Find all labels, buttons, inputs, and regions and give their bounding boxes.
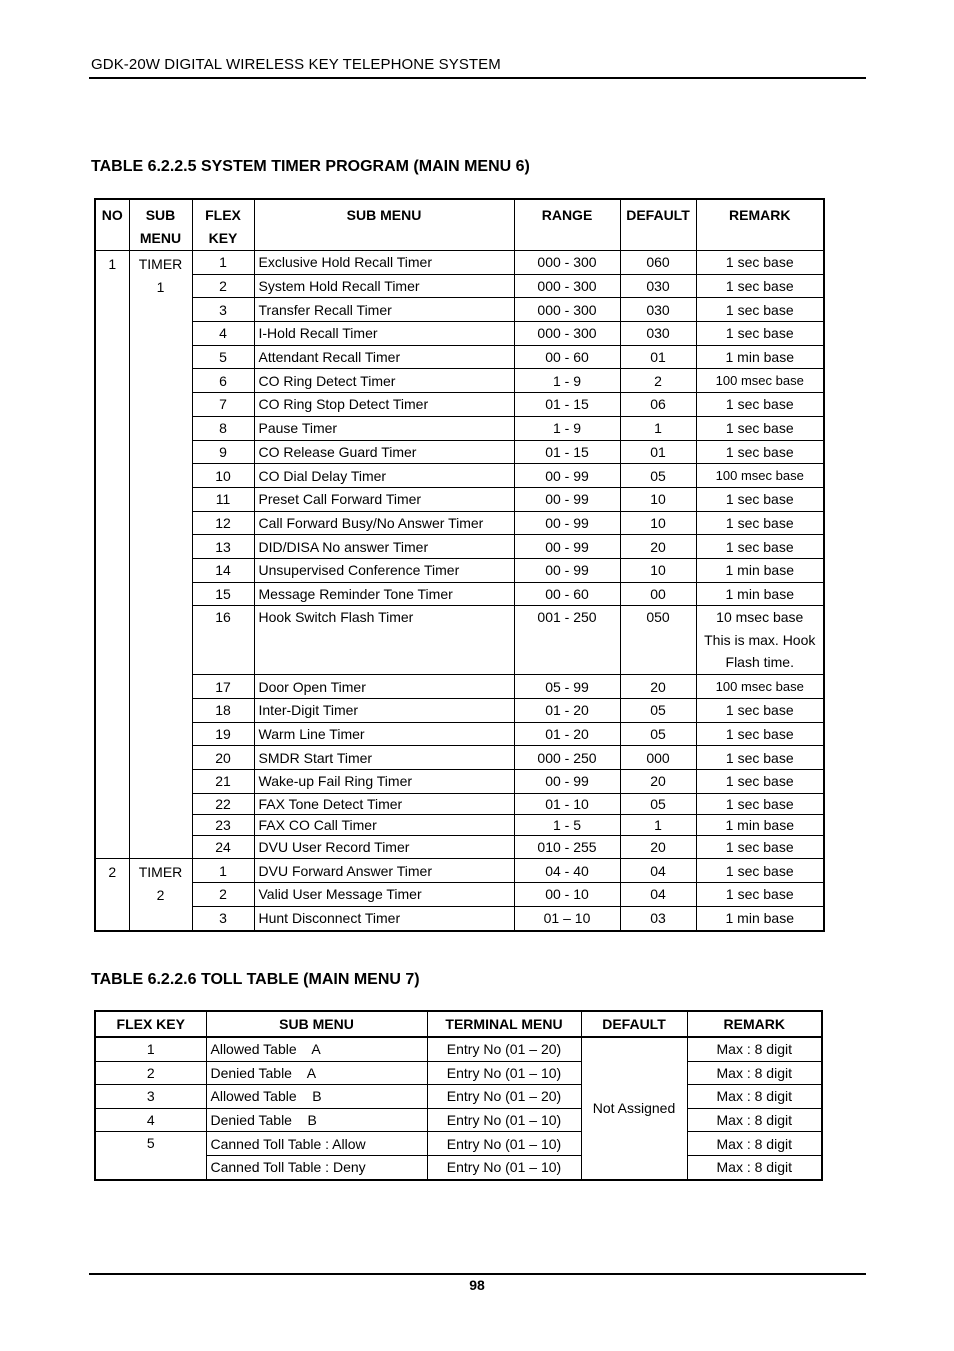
range-cell: 00 - 99 [514, 770, 620, 794]
table-row [95, 722, 824, 746]
range-cell: 00 - 99 [514, 558, 620, 582]
flex-key-cell: 3 [95, 1085, 206, 1109]
default-cell: 04 [620, 883, 696, 907]
table-row [95, 535, 824, 559]
remark-cell: Max : 8 digit [687, 1155, 822, 1179]
toll-table-header-row [95, 1011, 822, 1037]
submenu-name-cell: Door Open Timer [254, 675, 514, 699]
default-cell: 10 [620, 487, 696, 511]
table-row [95, 345, 824, 369]
range-cell: 00 - 60 [514, 582, 620, 606]
remark-cell: Max : 8 digit [687, 1108, 822, 1132]
col-header-default: DEFAULT [581, 1011, 687, 1037]
table-row [95, 814, 824, 835]
col-header-submenu-name: SUB MENU [254, 199, 514, 251]
remark-cell: 1 min base [696, 345, 824, 369]
default-cell: 10 [620, 511, 696, 535]
submenu-name-cell: SMDR Start Timer [254, 746, 514, 770]
submenu-name-cell: DID/DISA No answer Timer [254, 535, 514, 559]
timer-table-header-row [95, 199, 824, 251]
submenu-name-cell: Unsupervised Conference Timer [254, 558, 514, 582]
flex-key-cell: 2 [192, 274, 254, 298]
table-row [95, 859, 824, 883]
table-row [95, 274, 824, 298]
default-cell: 03 [620, 906, 696, 930]
range-cell: 1 - 9 [514, 416, 620, 440]
submenu-name-cell: System Hold Recall Timer [254, 274, 514, 298]
submenu-name-cell: FAX CO Call Timer [254, 814, 514, 835]
terminal-menu-cell: Entry No (01 – 20) [427, 1085, 581, 1109]
flex-key-cell: 4 [95, 1108, 206, 1132]
table-row [95, 1085, 822, 1109]
flex-key-cell: 17 [192, 675, 254, 699]
table-row [95, 675, 824, 699]
submenu-name-cell: CO Ring Detect Timer [254, 369, 514, 393]
table-row [95, 487, 824, 511]
default-cell: 2 [620, 369, 696, 393]
remark-cell: 1 sec base [696, 393, 824, 417]
range-cell: 00 - 99 [514, 511, 620, 535]
remark-cell: 1 sec base [696, 535, 824, 559]
flex-key-cell: 2 [95, 1061, 206, 1085]
submenu-name-cell: Attendant Recall Timer [254, 345, 514, 369]
table-row [95, 1108, 822, 1132]
sub-menu-cell: Canned Toll Table : Allow [206, 1132, 427, 1156]
submenu-name-cell: Message Reminder Tone Timer [254, 582, 514, 606]
remark-cell: 1 sec base [696, 835, 824, 859]
flex-key-cell: 15 [192, 582, 254, 606]
default-cell: 030 [620, 274, 696, 298]
default-cell: 05 [620, 793, 696, 814]
flex-key-cell: 14 [192, 558, 254, 582]
terminal-menu-cell: Entry No (01 – 10) [427, 1155, 581, 1179]
default-cell: 20 [620, 835, 696, 859]
group-sub-menu: TIMER 1 [129, 251, 192, 859]
terminal-menu-cell: Entry No (01 – 10) [427, 1132, 581, 1156]
flex-key-cell: 1 [95, 1037, 206, 1061]
range-cell: 04 - 40 [514, 859, 620, 883]
footer-rule [89, 1273, 866, 1275]
flex-key-cell: 12 [192, 511, 254, 535]
default-cell: 05 [620, 722, 696, 746]
remark-cell: 1 sec base [696, 416, 824, 440]
remark-cell: 1 sec base [696, 746, 824, 770]
remark-cell: 1 sec base [696, 251, 824, 275]
range-cell: 000 - 250 [514, 746, 620, 770]
col-header-remark: REMARK [687, 1011, 822, 1037]
default-cell: 1 [620, 416, 696, 440]
sub-menu-cell: Denied Table B [206, 1108, 427, 1132]
submenu-name-cell: I-Hold Recall Timer [254, 322, 514, 346]
group-sub-menu: TIMER 2 [129, 859, 192, 931]
table-row [95, 393, 824, 417]
remark-cell: 1 min base [696, 582, 824, 606]
remark-cell: 1 sec base [696, 722, 824, 746]
range-cell: 00 - 99 [514, 535, 620, 559]
table-row [95, 770, 824, 794]
table-row [95, 369, 824, 393]
range-cell: 1 - 9 [514, 369, 620, 393]
table-row [95, 835, 824, 859]
submenu-name-cell: Call Forward Busy/No Answer Timer [254, 511, 514, 535]
flex-key-cell: 1 [192, 859, 254, 883]
table-row [95, 746, 824, 770]
default-cell: 00 [620, 582, 696, 606]
submenu-name-cell: CO Ring Stop Detect Timer [254, 393, 514, 417]
default-cell: 10 [620, 558, 696, 582]
sub-menu-cell: Canned Toll Table : Deny [206, 1155, 427, 1179]
table-row [95, 511, 824, 535]
col-header-sub-menu: SUB MENU [206, 1011, 427, 1037]
table-row [95, 1132, 822, 1156]
range-cell: 01 – 10 [514, 906, 620, 930]
flex-key-cell: 5 [192, 345, 254, 369]
default-cell: 04 [620, 859, 696, 883]
submenu-name-cell: FAX Tone Detect Timer [254, 793, 514, 814]
submenu-name-cell: Exclusive Hold Recall Timer [254, 251, 514, 275]
default-cell: 050 [620, 606, 696, 675]
range-cell: 01 - 10 [514, 793, 620, 814]
range-cell: 00 - 99 [514, 487, 620, 511]
table-row [95, 440, 824, 464]
col-header-remark: REMARK [696, 199, 824, 251]
col-header-default: DEFAULT [620, 199, 696, 251]
table-row [95, 606, 824, 675]
submenu-name-cell: Inter-Digit Timer [254, 699, 514, 723]
remark-cell: Max : 8 digit [687, 1132, 822, 1156]
group-no: 2 [95, 859, 129, 931]
terminal-menu-cell: Entry No (01 – 10) [427, 1108, 581, 1132]
table-row [95, 416, 824, 440]
range-cell: 1 - 5 [514, 814, 620, 835]
submenu-name-cell: CO Dial Delay Timer [254, 464, 514, 488]
flex-key-cell: 2 [192, 883, 254, 907]
system-timer-table-title: TABLE 6.2.2.5 SYSTEM TIMER PROGRAM (MAIN MENU 6) [91, 158, 530, 175]
remark-cell: Max : 8 digit [687, 1037, 822, 1061]
range-cell: 01 - 15 [514, 393, 620, 417]
col-header-flex-key: FLEX KEY [95, 1011, 206, 1037]
submenu-name-cell: Wake-up Fail Ring Timer [254, 770, 514, 794]
remark-cell: 1 min base [696, 906, 824, 930]
system-timer-table [94, 198, 825, 932]
default-cell: 1 [620, 814, 696, 835]
submenu-name-cell: DVU User Record Timer [254, 835, 514, 859]
remark-cell: 1 sec base [696, 770, 824, 794]
flex-key-cell: 10 [192, 464, 254, 488]
default-cell: Not Assigned [581, 1037, 687, 1180]
flex-key-cell: 1 [192, 251, 254, 275]
submenu-name-cell: Valid User Message Timer [254, 883, 514, 907]
default-cell: 05 [620, 699, 696, 723]
range-cell: 000 - 300 [514, 298, 620, 322]
default-cell: 030 [620, 322, 696, 346]
table-row [95, 699, 824, 723]
remark-cell: 1 sec base [696, 487, 824, 511]
table-row [95, 793, 824, 814]
default-cell: 20 [620, 535, 696, 559]
range-cell: 01 - 20 [514, 722, 620, 746]
remark-cell: 1 sec base [696, 511, 824, 535]
col-header-range: RANGE [514, 199, 620, 251]
flex-key-cell: 8 [192, 416, 254, 440]
default-cell: 030 [620, 298, 696, 322]
default-cell: 05 [620, 464, 696, 488]
table-row [95, 1061, 822, 1085]
flex-key-cell: 21 [192, 770, 254, 794]
default-cell: 20 [620, 675, 696, 699]
remark-cell: 1 sec base [696, 883, 824, 907]
table-row [95, 251, 824, 275]
table-row [95, 906, 824, 930]
sub-menu-cell: Allowed Table B [206, 1085, 427, 1109]
toll-table [94, 1010, 823, 1181]
flex-key-cell: 19 [192, 722, 254, 746]
default-cell: 06 [620, 393, 696, 417]
remark-cell: 100 msec base [696, 675, 824, 699]
range-cell: 001 - 250 [514, 606, 620, 675]
range-cell: 000 - 300 [514, 251, 620, 275]
remark-cell: 100 msec base [696, 464, 824, 488]
range-cell: 000 - 300 [514, 322, 620, 346]
remark-cell: 1 min base [696, 558, 824, 582]
default-cell: 060 [620, 251, 696, 275]
range-cell: 01 - 15 [514, 440, 620, 464]
table-row [95, 464, 824, 488]
header-rule [89, 77, 866, 79]
group-no: 1 [95, 251, 129, 859]
range-cell: 00 - 60 [514, 345, 620, 369]
remark-cell: Max : 8 digit [687, 1085, 822, 1109]
default-cell: 000 [620, 746, 696, 770]
flex-key-cell: 9 [192, 440, 254, 464]
flex-key-cell: 20 [192, 746, 254, 770]
col-header-flex-key: FLEX KEY [192, 199, 254, 251]
submenu-name-cell: Preset Call Forward Timer [254, 487, 514, 511]
submenu-name-cell: CO Release Guard Timer [254, 440, 514, 464]
table-row [95, 582, 824, 606]
toll-table-title: TABLE 6.2.2.6 TOLL TABLE (MAIN MENU 7) [91, 971, 420, 988]
default-cell: 01 [620, 345, 696, 369]
submenu-name-cell: Pause Timer [254, 416, 514, 440]
remark-cell: 1 sec base [696, 274, 824, 298]
flex-key-cell: 24 [192, 835, 254, 859]
flex-key-cell: 6 [192, 369, 254, 393]
remark-cell: 1 sec base [696, 322, 824, 346]
default-cell: 01 [620, 440, 696, 464]
remark-cell: 1 sec base [696, 859, 824, 883]
remark-cell: 1 sec base [696, 793, 824, 814]
flex-key-cell: 13 [192, 535, 254, 559]
table-row [95, 322, 824, 346]
flex-key-cell: 5 [95, 1132, 206, 1180]
default-cell: 20 [620, 770, 696, 794]
range-cell: 00 - 10 [514, 883, 620, 907]
submenu-name-cell: Hunt Disconnect Timer [254, 906, 514, 930]
table-row [95, 298, 824, 322]
flex-key-cell: 23 [192, 814, 254, 835]
table-row [95, 1037, 822, 1061]
col-header-sub-menu: SUB MENU [129, 199, 192, 251]
flex-key-cell: 7 [192, 393, 254, 417]
flex-key-cell: 16 [192, 606, 254, 675]
range-cell: 01 - 20 [514, 699, 620, 723]
submenu-name-cell: DVU Forward Answer Timer [254, 859, 514, 883]
range-cell: 000 - 300 [514, 274, 620, 298]
remark-cell: 1 min base [696, 814, 824, 835]
remark-cell: 1 sec base [696, 298, 824, 322]
sub-menu-cell: Denied Table A [206, 1061, 427, 1085]
range-cell: 00 - 99 [514, 464, 620, 488]
range-cell: 05 - 99 [514, 675, 620, 699]
table-row [95, 883, 824, 907]
submenu-name-cell: Hook Switch Flash Timer [254, 606, 514, 675]
flex-key-cell: 3 [192, 906, 254, 930]
terminal-menu-cell: Entry No (01 – 10) [427, 1061, 581, 1085]
flex-key-cell: 4 [192, 322, 254, 346]
submenu-name-cell: Warm Line Timer [254, 722, 514, 746]
submenu-name-cell: Transfer Recall Timer [254, 298, 514, 322]
remark-cell: Max : 8 digit [687, 1061, 822, 1085]
table-row [95, 558, 824, 582]
remark-cell: 10 msec base This is max. Hook Flash time. [696, 606, 824, 675]
page-number: 98 [469, 1277, 485, 1293]
sub-menu-cell: Allowed Table A [206, 1037, 427, 1061]
flex-key-cell: 11 [192, 487, 254, 511]
range-cell: 010 - 255 [514, 835, 620, 859]
remark-cell: 1 sec base [696, 699, 824, 723]
flex-key-cell: 18 [192, 699, 254, 723]
flex-key-cell: 3 [192, 298, 254, 322]
remark-cell: 100 msec base [696, 369, 824, 393]
col-header-terminal-menu: TERMINAL MENU [427, 1011, 581, 1037]
document-header-title: GDK-20W DIGITAL WIRELESS KEY TELEPHONE SYSTEM [91, 56, 501, 73]
flex-key-cell: 22 [192, 793, 254, 814]
remark-cell: 1 sec base [696, 440, 824, 464]
col-header-no: NO [95, 199, 129, 251]
terminal-menu-cell: Entry No (01 – 20) [427, 1037, 581, 1061]
